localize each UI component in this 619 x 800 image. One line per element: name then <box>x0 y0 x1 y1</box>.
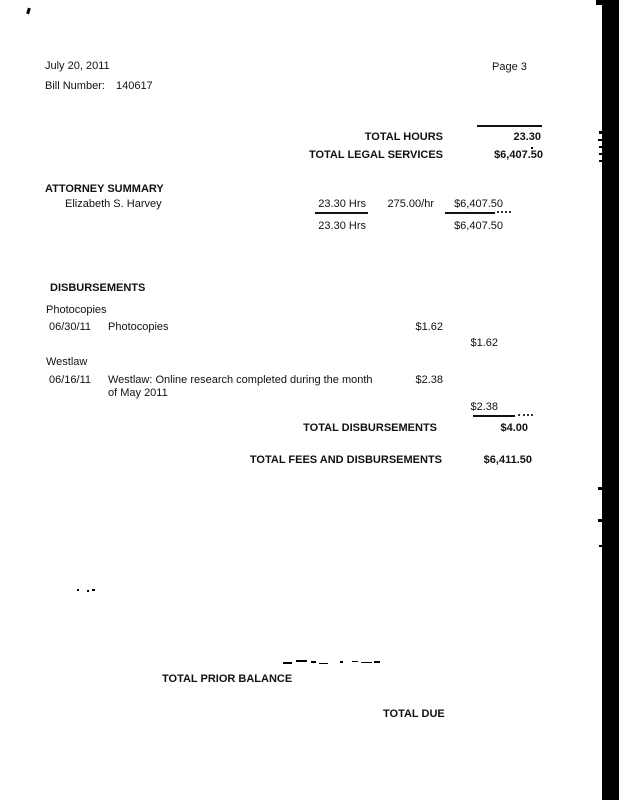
attorney-amount-underline-dots <box>497 211 511 213</box>
disbursement-category: Photocopies <box>46 304 107 316</box>
bill-date: July 20, 2011 <box>45 60 110 72</box>
attorney-rate: 275.00/hr <box>387 198 434 210</box>
bill-number-label: Bill Number: <box>45 80 105 92</box>
total-hours-value: 23.30 <box>513 131 541 143</box>
attorney-amount: $6,407.50 <box>454 198 503 210</box>
scan-dash <box>352 661 358 662</box>
attorney-summary-heading: ATTORNEY SUMMARY <box>45 183 164 195</box>
disbursement-entry-description: Photocopies <box>108 321 169 333</box>
scan-speck <box>77 589 79 591</box>
scan-dash <box>319 663 328 664</box>
page-number: Page 3 <box>492 61 527 73</box>
disbursement-subtotal: $1.62 <box>470 337 498 349</box>
scan-speck <box>92 589 95 591</box>
scan-dash <box>296 660 307 662</box>
total-legal-services-value: $6,407.50 <box>494 149 543 161</box>
scan-speck <box>531 147 533 149</box>
scan-speck <box>87 590 89 592</box>
bill-number-line <box>45 80 153 92</box>
total-hours-label: TOTAL HOURS <box>364 131 443 143</box>
total-hours-overline <box>477 125 542 127</box>
scan-edge-band <box>602 0 619 800</box>
scan-speck <box>598 139 603 141</box>
disbursements-heading: DISBURSEMENTS <box>50 282 146 294</box>
disbursement-entry-date: 06/16/11 <box>49 374 92 386</box>
attorney-total-hours: 23.30 Hrs <box>318 220 366 232</box>
total-disbursements-value: $4.00 <box>500 422 528 434</box>
scan-speck <box>598 487 603 490</box>
attorney-total-amount: $6,407.50 <box>454 220 503 232</box>
attorney-name: Elizabeth S. Harvey <box>65 198 162 210</box>
scan-dash <box>374 661 380 663</box>
disbursement-subtotal: $2.38 <box>470 401 498 413</box>
bill-number-value: 140617 <box>115 80 153 92</box>
scan-speck <box>599 131 603 134</box>
scan-edge-notch <box>596 0 604 5</box>
scan-dash <box>283 662 292 664</box>
disbursement-entry-date: 06/30/11 <box>49 321 92 333</box>
scan-dash <box>340 661 343 663</box>
disbursement-entry-description: Westlaw: Online research completed during the month of May 2011 <box>108 374 373 399</box>
disbursement-category: Westlaw <box>46 356 88 368</box>
scan-speck <box>598 519 603 522</box>
attorney-hours: 23.30 Hrs <box>318 198 366 210</box>
total-fees-disbursements-label: TOTAL FEES AND DISBURSEMENTS <box>249 454 442 466</box>
disbursement-entry-amount: $2.38 <box>415 374 443 386</box>
scan-speck <box>599 146 603 148</box>
scan-speck <box>599 153 603 155</box>
total-legal-services-label: TOTAL LEGAL SERVICES <box>308 149 443 161</box>
attorney-hours-underline <box>315 212 368 214</box>
total-fees-disbursements-value: $6,411.50 <box>483 454 532 466</box>
scan-speck <box>599 545 603 547</box>
total-due-label: TOTAL DUE <box>383 708 445 720</box>
scan-speck-backtick <box>26 8 31 15</box>
scan-speck <box>599 160 602 162</box>
total-disbursements-label: TOTAL DISBURSEMENTS <box>303 422 437 434</box>
total-prior-balance-label: TOTAL PRIOR BALANCE <box>162 673 293 685</box>
attorney-amount-underline <box>445 212 495 214</box>
disbursements-total-rule-dots <box>518 414 533 416</box>
scan-dash <box>311 661 316 663</box>
scan-dash <box>361 662 372 663</box>
disbursements-total-rule <box>473 415 515 417</box>
disbursement-entry-amount: $1.62 <box>415 321 443 333</box>
